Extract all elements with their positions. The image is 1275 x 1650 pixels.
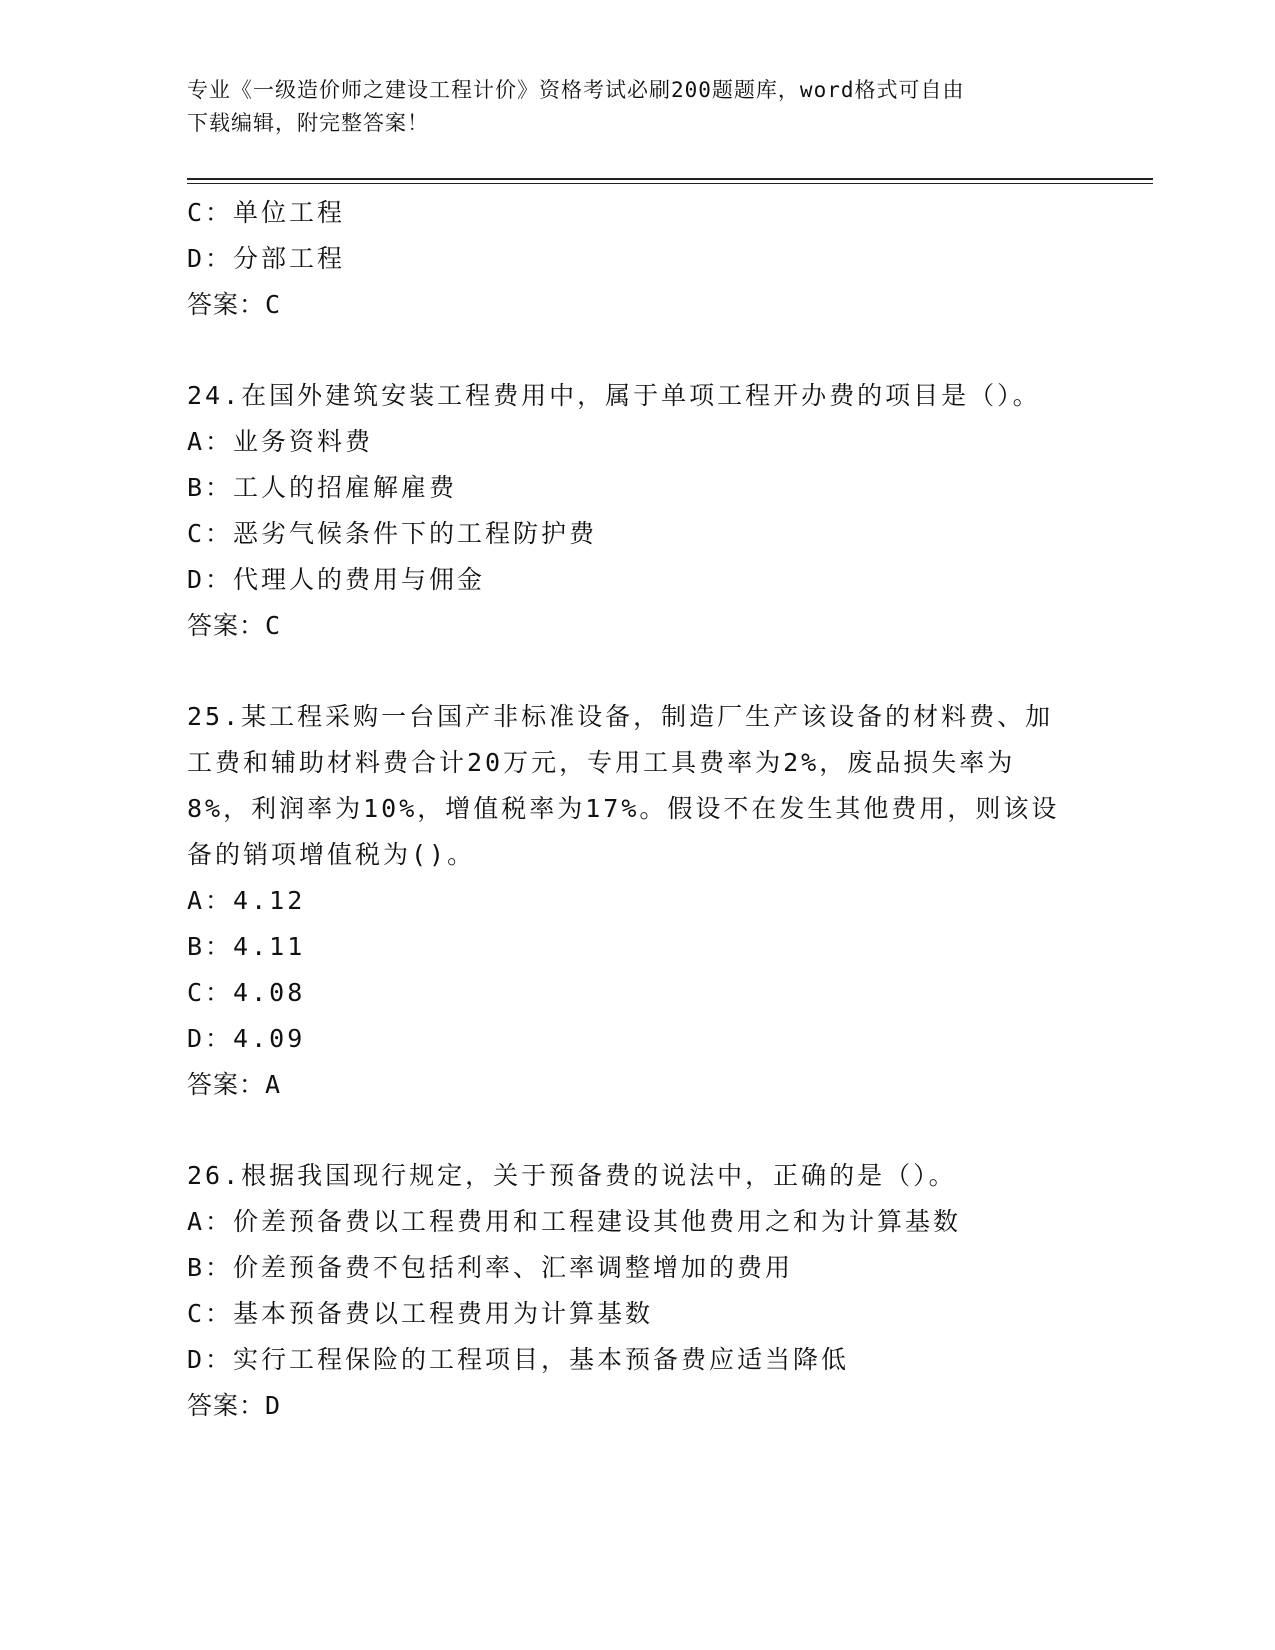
question-23 bbox=[187, 190, 1067, 328]
option-d: D：分部工程 bbox=[187, 244, 346, 273]
answer: 答案：C bbox=[187, 611, 282, 640]
question-24 bbox=[187, 373, 1067, 649]
question-stem: 26.根据我国现行规定，关于预备费的说法中，正确的是（）。 bbox=[187, 1161, 957, 1190]
question-stem-line-4: 备的销项增值税为()。 bbox=[187, 840, 476, 869]
question-stem-line-2: 工费和辅助材料费合计20万元，专用工具费率为2%，废品损失率为 bbox=[187, 748, 1016, 777]
option-c: C：恶劣气候条件下的工程防护费 bbox=[187, 519, 598, 548]
option-c: C：4.08 bbox=[187, 978, 306, 1007]
question-stem-line-3: 8%，利润率为10%，增值税率为17%。假设不在发生其他费用，则该设 bbox=[187, 794, 1060, 823]
option-d: D：实行工程保险的工程项目，基本预备费应适当降低 bbox=[187, 1345, 850, 1374]
option-b: B：工人的招雇解雇费 bbox=[187, 473, 458, 502]
option-b: B：价差预备费不包括利率、汇率调整增加的费用 bbox=[187, 1253, 794, 1282]
question-25 bbox=[187, 694, 1067, 1108]
option-d: D：4.09 bbox=[187, 1024, 306, 1053]
option-d: D：代理人的费用与佣金 bbox=[187, 565, 486, 594]
document-header bbox=[187, 74, 1067, 140]
question-list bbox=[187, 190, 1067, 1429]
header-title-line-1: 专业《一级造价师之建设工程计价》资格考试必刷200题题库，word格式可自由 bbox=[187, 78, 965, 102]
question-stem: 24.在国外建筑安装工程费用中，属于单项工程开办费的项目是（）。 bbox=[187, 381, 1041, 410]
answer: 答案：D bbox=[187, 1391, 282, 1420]
header-title-line-2: 下载编辑，附完整答案！ bbox=[187, 111, 429, 135]
option-c: C：基本预备费以工程费用为计算基数 bbox=[187, 1299, 654, 1328]
option-a: A：价差预备费以工程费用和工程建设其他费用之和为计算基数 bbox=[187, 1207, 962, 1236]
option-a: A：业务资料费 bbox=[187, 427, 374, 456]
header-divider-thick bbox=[187, 178, 1153, 180]
header-divider-thin bbox=[187, 183, 1153, 184]
question-26 bbox=[187, 1153, 1067, 1429]
option-c: C：单位工程 bbox=[187, 198, 346, 227]
option-b: B：4.11 bbox=[187, 932, 306, 961]
answer: 答案：A bbox=[187, 1070, 282, 1099]
question-stem-line-1: 25.某工程采购一台国产非标准设备，制造厂生产该设备的材料费、加 bbox=[187, 702, 1054, 731]
option-a: A：4.12 bbox=[187, 886, 306, 915]
answer: 答案：C bbox=[187, 290, 282, 319]
